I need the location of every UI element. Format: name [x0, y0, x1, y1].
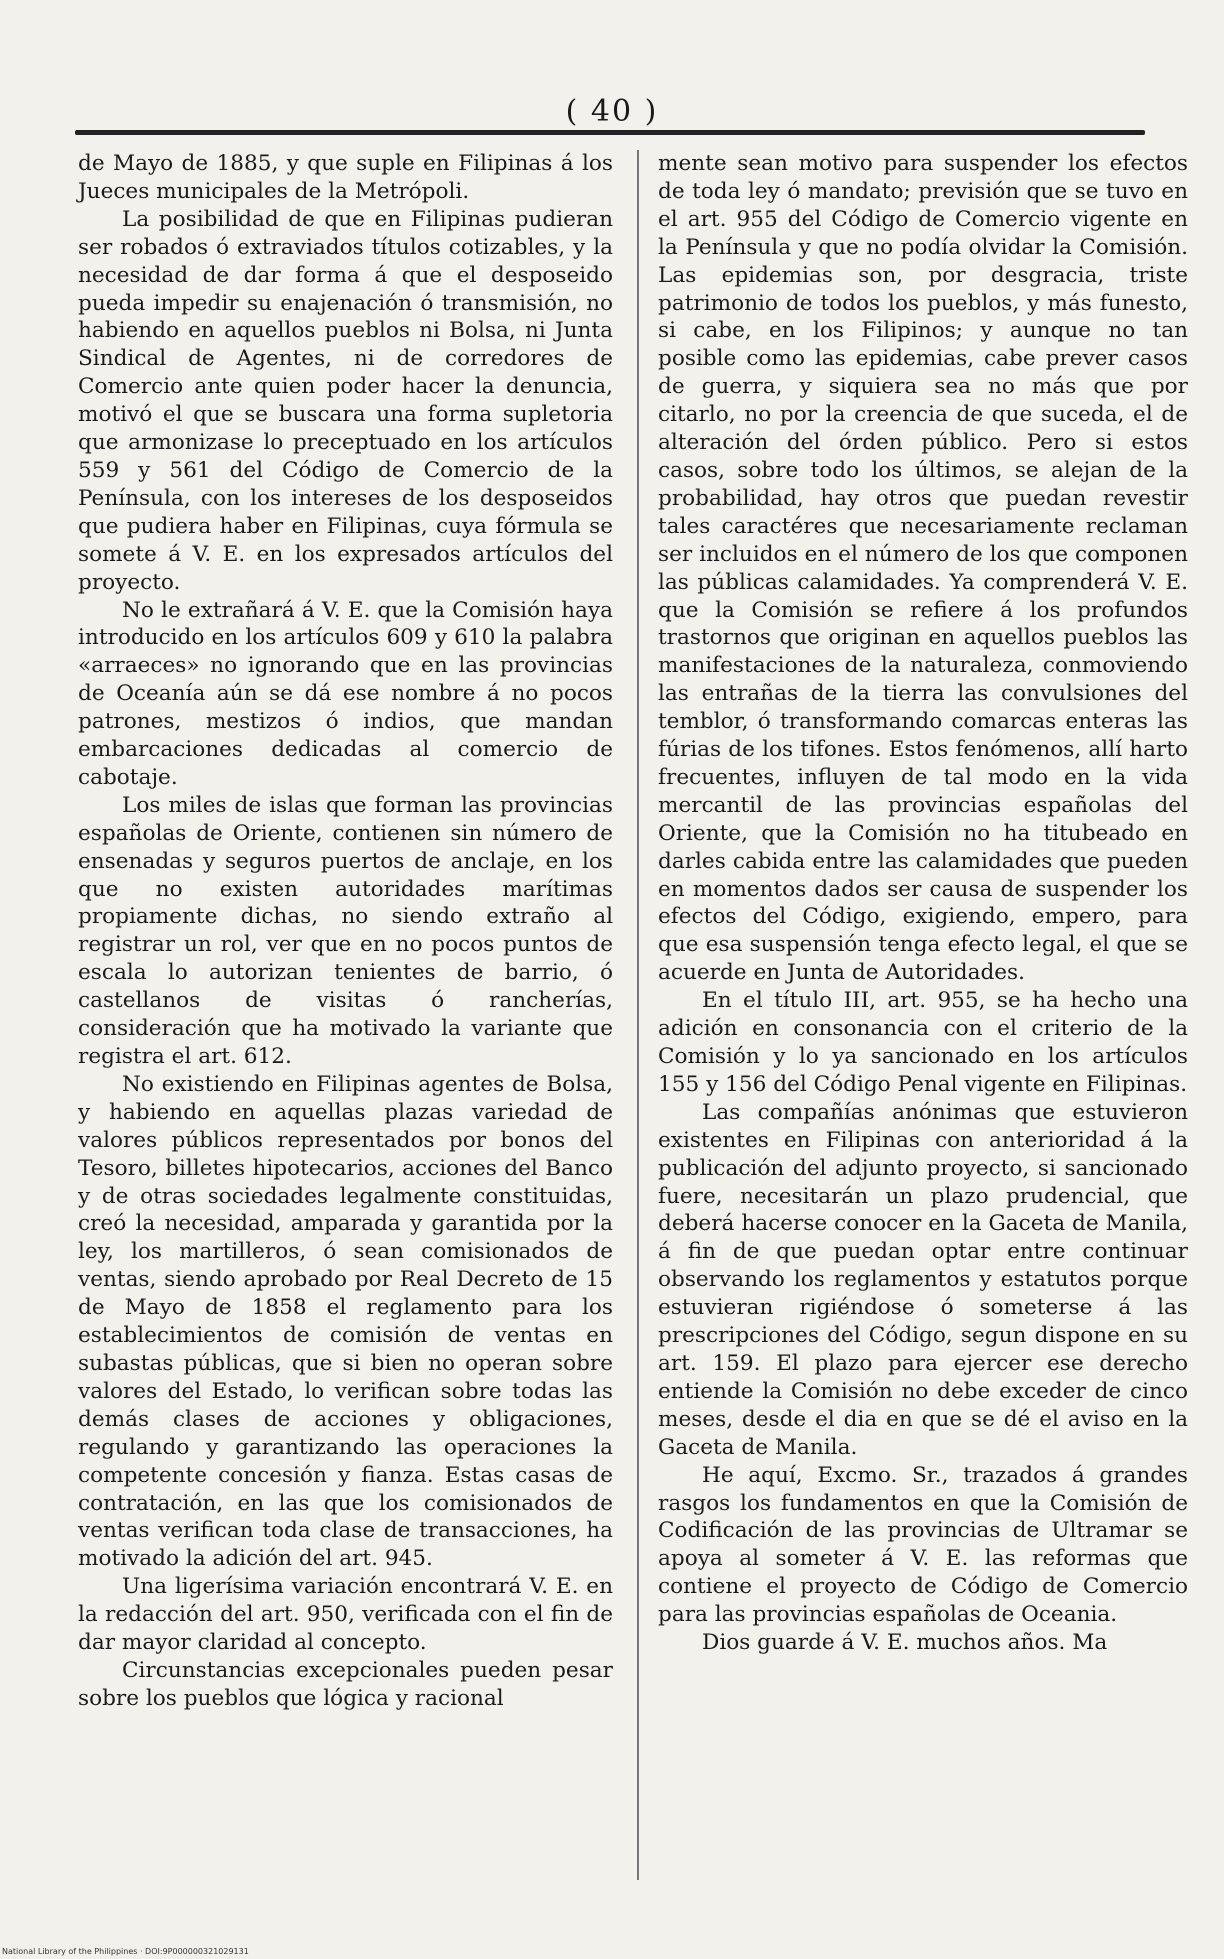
paragraph: de Mayo de 1885, y que suple en Filipinas á los Jueces municipales de la Metrópoli. [78, 151, 613, 204]
paragraph: He aquí, Excmo. Sr., trazados á grandes rasgos los fundamentos en que la Comisión de Codificación de las provincias de Ultramar se apoya al someter á V. E. las reformas que contiene el proyecto de Código de Comercio para las provincias españolas de Oceania. [658, 1462, 1188, 1628]
column-divider [637, 150, 639, 1880]
paragraph: Circunstancias excepcionales pueden pesar sobre los pueblos que lógica y racional [78, 1657, 613, 1711]
paragraph: No le extrañará á V. E. que la Comisión haya introducido en los artículos 609 y 610 la palabra «arraeces» no ignorando que en las provincias de Oceanía aún se dá ese nombre á no pocos patrones, mestizos ó indios, que mandan embarcaciones dedicadas al comercio de cabotaje. [78, 597, 613, 790]
left-column [78, 150, 613, 1713]
paragraph: Una ligerísima variación encontrará V. E. en la redacción del art. 950, verificada con el fin de dar mayor claridad al concepto. [78, 1574, 613, 1656]
paragraph: La posibilidad de que en Filipinas pudieran ser robados ó extraviados títulos cotizables, y la necesidad de dar forma á que el desposeido pueda impedir su enajenación ó transmisión, no habiendo en aquellos pueblos ni Bolsa, ni Junta Sindical de Agentes, ni de corredores de Comercio ante quien poder hacer la denuncia, motivó el que se buscara una forma supletoria que armonizase lo preceptuado en los artículos 559 y 561 del Código de Comercio de la Península, con los intereses de los desposeidos que pudiera haber en Filipinas, cuya fórmula se somete á V. E. en los expresados artículos del proyecto. [78, 206, 613, 595]
paragraph: No existiendo en Filipinas agentes de Bolsa, y habiendo en aquellas plazas variedad de valores públicos representados por bonos del Tesoro, billetes hipotecarios, acciones del Banco y de otras sociedades legalmente constituidas, creó la necesidad, amparada y garantida por la ley, los martilleros, ó sean comisionados de ventas, siendo aprobado por Real Decreto de 15 de Mayo de 1858 el reglamento para los establecimientos de comisión de ventas en subastas públicas, que si bien no operan sobre valores del Estado, lo verifican sobre todas las demás clases de acciones y obligaciones, regulando y garantizando las operaciones la competente concesión y fianza. Estas casas de contratación, en las que los comisionados de ventas verifican toda clase de transacciones, ha motivado la adición del art. 945. [78, 1071, 613, 1572]
right-column [658, 150, 1188, 1657]
paragraph: mente sean motivo para suspender los efectos de toda ley ó mandato; previsión que se tuvo en el art. 955 del Código de Comercio vigente en la Península y que no podía olvidar la Comisión. Las epidemias son, por desgracia, triste patrimonio de todos los pueblos, y más funesto, si cabe, en los Filipinos; y aunque no tan posible como las epidemias, cabe prever casos de guerra, y siquiera sea no más que por citarlo, no por la creencia de que suceda, el de alteración del órden público. Pero si estos casos, sobre todo los últimos, se alejan de la probabilidad, hay otros que puedan revestir tales caractéres que necesariamente reclaman ser incluidos en el número de los que componen las públicas calamidades. Ya comprenderá V. E. que la Comisión se refiere á los profundos trastornos que originan en aquellos pueblos las manifestaciones de la naturaleza, conmoviendo las entrañas de la tierra las convulsiones del temblor, ó transformando comarcas enteras las fúrias de los tifones. Estos fenómenos, allí harto frecuentes, influyen de tal modo en la vida mercantil de las provincias españolas del Oriente, que la Comisión no ha titubeado en darles cabida entre las calamidades que pueden en momentos dados ser causa de suspender los efectos del Código, exigiendo, empero, para que esa suspensión tenga efecto legal, el que se acuerde en Junta de Autoridades. [658, 151, 1188, 986]
paragraph: Dios guarde á V. E. muchos años. Ma [702, 1630, 1108, 1656]
paragraph: Los miles de islas que forman las provincias españolas de Oriente, contienen sin número de ensenadas y seguros puertos de anclaje, en los que no existen autoridades marítimas propiamente dichas, no siendo extraño al registrar un rol, ver que en no pocos puntos de escala lo autorizan tenientes de barrio, ó castellanos de visitas ó rancherías, consideración que ha motivado la variante que registra el art. 612. [78, 792, 613, 1069]
paragraph: En el título III, art. 955, se ha hecho una adición en consonancia con el criterio de la Comisión y lo ya sancionado en los artículos 155 y 156 del Código Penal vigente en Filipinas. [658, 988, 1188, 1097]
footer-credit: National Library of the Philippines · DOI:9P000000321029131 [2, 1947, 249, 1956]
header-rule [75, 130, 1145, 135]
page-number: ( 40 ) [565, 94, 659, 129]
paragraph: Las compañías anónimas que estuvieron existentes en Filipinas con anterioridad á la publicación del adjunto proyecto, si sancionado fuere, necesitarán un plazo prudencial, que deberá hacerse conocer en la Gaceta de Manila, á fin de que puedan optar entre continuar observando los reglamentos y estatutos porque estuvieran rigiéndose ó someterse á las prescripciones del Código, segun dispone en su art. 159. El plazo para ejercer ese derecho entiende la Comisión no debe exceder de cinco meses, desde el dia en que se dé el aviso en la Gaceta de Manila. [658, 1099, 1188, 1460]
